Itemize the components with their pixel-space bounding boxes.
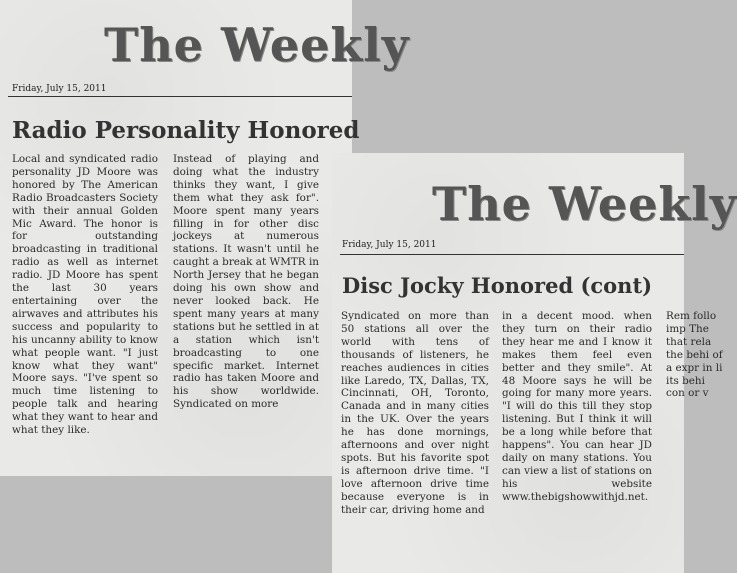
article-column-2: in a decent mood. when they turn on their radio they hear me and I know it makes them feel even better and they smile". At 48 Moore says he will be going for many more years. "I will do this till they stop listening. But I think it will be a long while before that happens". You can hear JD daily on many stations. You can view a list of stations on his website www.thebigshowwithjd.net. — [502, 310, 652, 503]
newspaper-clipping-2 — [332, 153, 737, 573]
newspaper-clipping-1 — [0, 0, 410, 476]
masthead: The Weekly — [104, 18, 410, 72]
divider-rule — [8, 96, 352, 97]
headline: Disc Jocky Honored (cont) — [342, 273, 653, 298]
masthead: The Weekly — [432, 177, 737, 231]
article-column-1: Syndicated on more than 50 stations all over the world with tens of thousands of listeners, he reaches audiences in cities like Laredo, TX, Dallas, TX, Cincinnati, OH, Toronto, Canada and in many cities in the UK. Over the years he has done mornings, afternoons and over night spots. But his favorite spot is afternoon drive time. "I love afternoon drive time because everyone is in their car, driving home and — [341, 310, 489, 516]
dateline: Friday, July 15, 2011 — [342, 240, 437, 250]
divider-rule — [340, 254, 684, 255]
article-column-2: Instead of playing and doing what the industry thinks they want, I give them what they ask for". Moore spent many years filling in for other disc jockeys at numerous stations. It wasn't until he caught a break at WMTR in North Jersey that he began doing his own show and never looked back. He spent many years at many stations but he settled in at a station which isn't broadcasting to one specific market. Internet radio has taken Moore and his show worldwide. Syndicated on more — [173, 153, 319, 411]
headline: Radio Personality Honored — [12, 117, 360, 144]
article-column-1: Local and syndicated radio personality JD Moore was honored by The American Radio Broadcasters Society with their annual Golden Mic Award. The honor is for outstanding broadcasting in traditional radio as well as internet radio. JD Moore has spent the last 30 years entertaining over the airwaves and attributes his success and popularity to his uncanny ability to know what people want. "I just know what they want" Moore says. "I've spent so much time listening to people talk and hearing what they want to hear and what they like. — [12, 153, 158, 437]
article-column-3-cut: Rem follo imp The that rela the behi of a expr in li its behi con or v — [666, 310, 723, 400]
dateline: Friday, July 15, 2011 — [12, 84, 107, 94]
